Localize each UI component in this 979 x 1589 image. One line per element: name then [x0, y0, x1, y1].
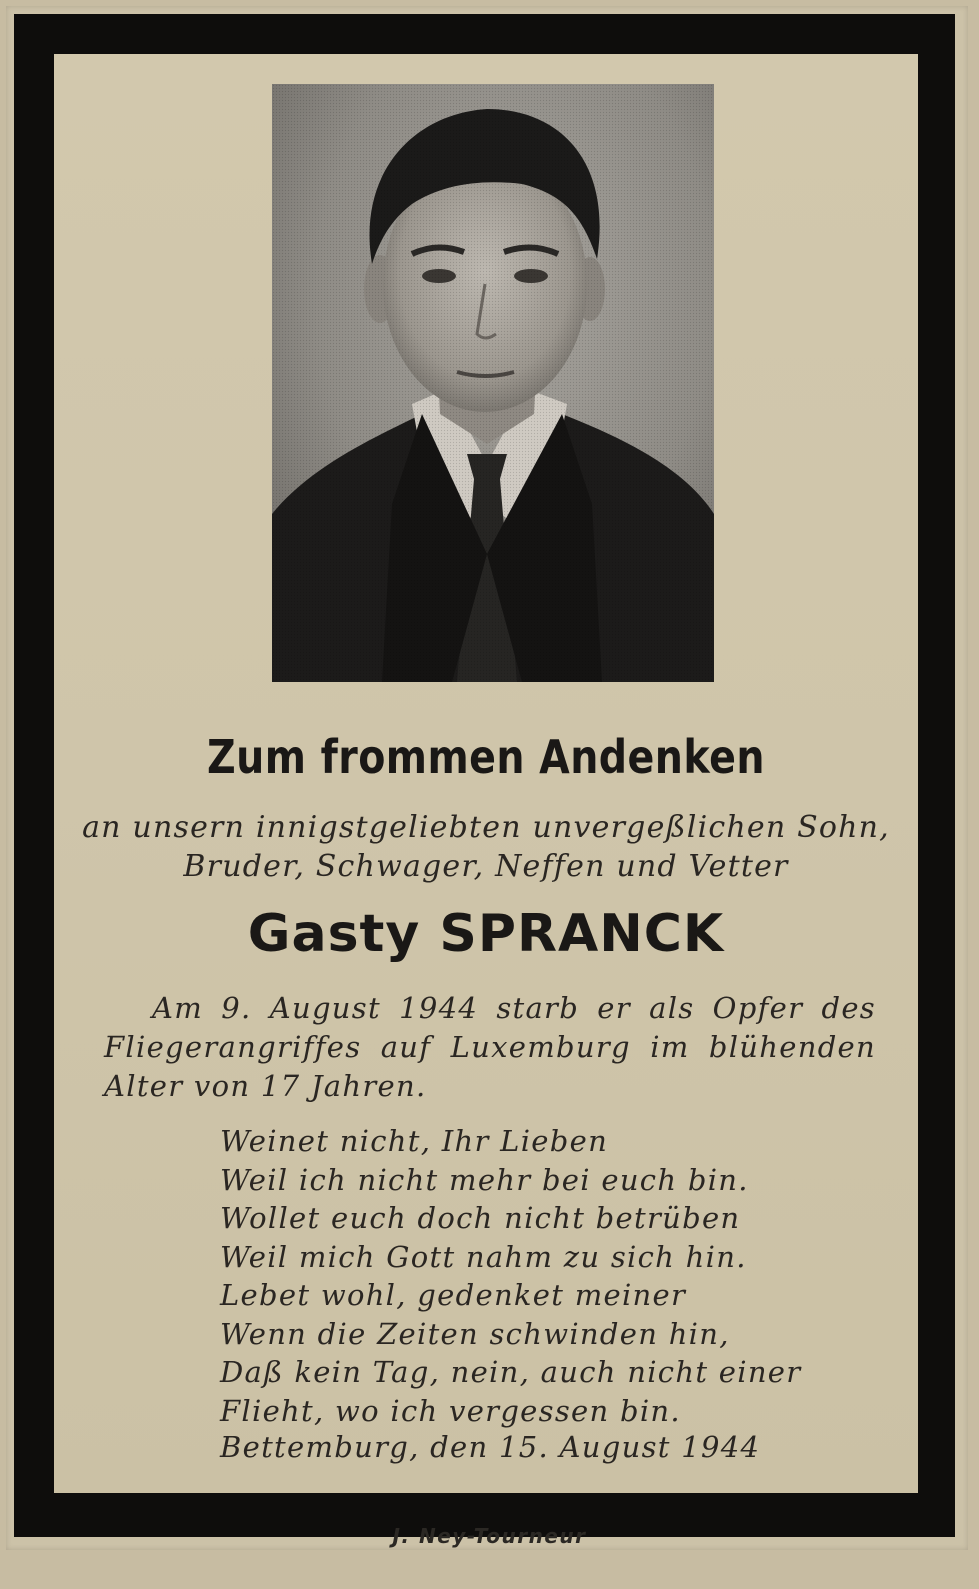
dedication-line-1: an unsern innigstgeliebten unvergeßlichen Sohn, [82, 810, 890, 845]
portrait-photo [272, 84, 714, 682]
poem-line: Wollet euch doch nicht betrüben [220, 1201, 741, 1235]
poem-line: Flieht, wo ich vergessen bin. [220, 1393, 681, 1428]
portrait-photo-icon [272, 84, 714, 682]
dedication-line-2: Bruder, Schwager, Neffen und Vetter [183, 849, 789, 884]
poem [220, 1122, 860, 1430]
paragraph-line: Am 9. August 1944 starb er als Opfer des [152, 991, 876, 1025]
poem-line: Wenn die Zeiten schwinden hin, [220, 1316, 730, 1351]
memorial-card [6, 6, 968, 1550]
poem-line: Daß kein Tag, nein, auch nicht einer [220, 1355, 802, 1389]
death-notice-paragraph [104, 989, 876, 1106]
mourning-border [14, 14, 955, 1537]
place-date-line: Bettemburg, den 15. August 1944 [220, 1430, 761, 1464]
paragraph-line: Fliegerangriffes auf Luxemburg im blühenden [104, 1030, 876, 1064]
poem-line: Weinet nicht, Ihr Lieben [220, 1124, 609, 1158]
card-title: Zum frommen Andenken [207, 730, 765, 784]
poem-line: Weil mich Gott nahm zu sich hin. [220, 1239, 747, 1274]
poem-line: Weil ich nicht mehr bei euch bin. [220, 1162, 749, 1197]
card-paper [54, 54, 918, 1493]
deceased-name: Gasty SPRANCK [247, 904, 725, 964]
poem-line: Lebet wohl, gedenket meiner [220, 1278, 687, 1312]
paragraph-line: Alter von 17 Jahren. [104, 1069, 427, 1103]
printer-imprint: J. Ney-Tourneur [392, 1524, 587, 1548]
